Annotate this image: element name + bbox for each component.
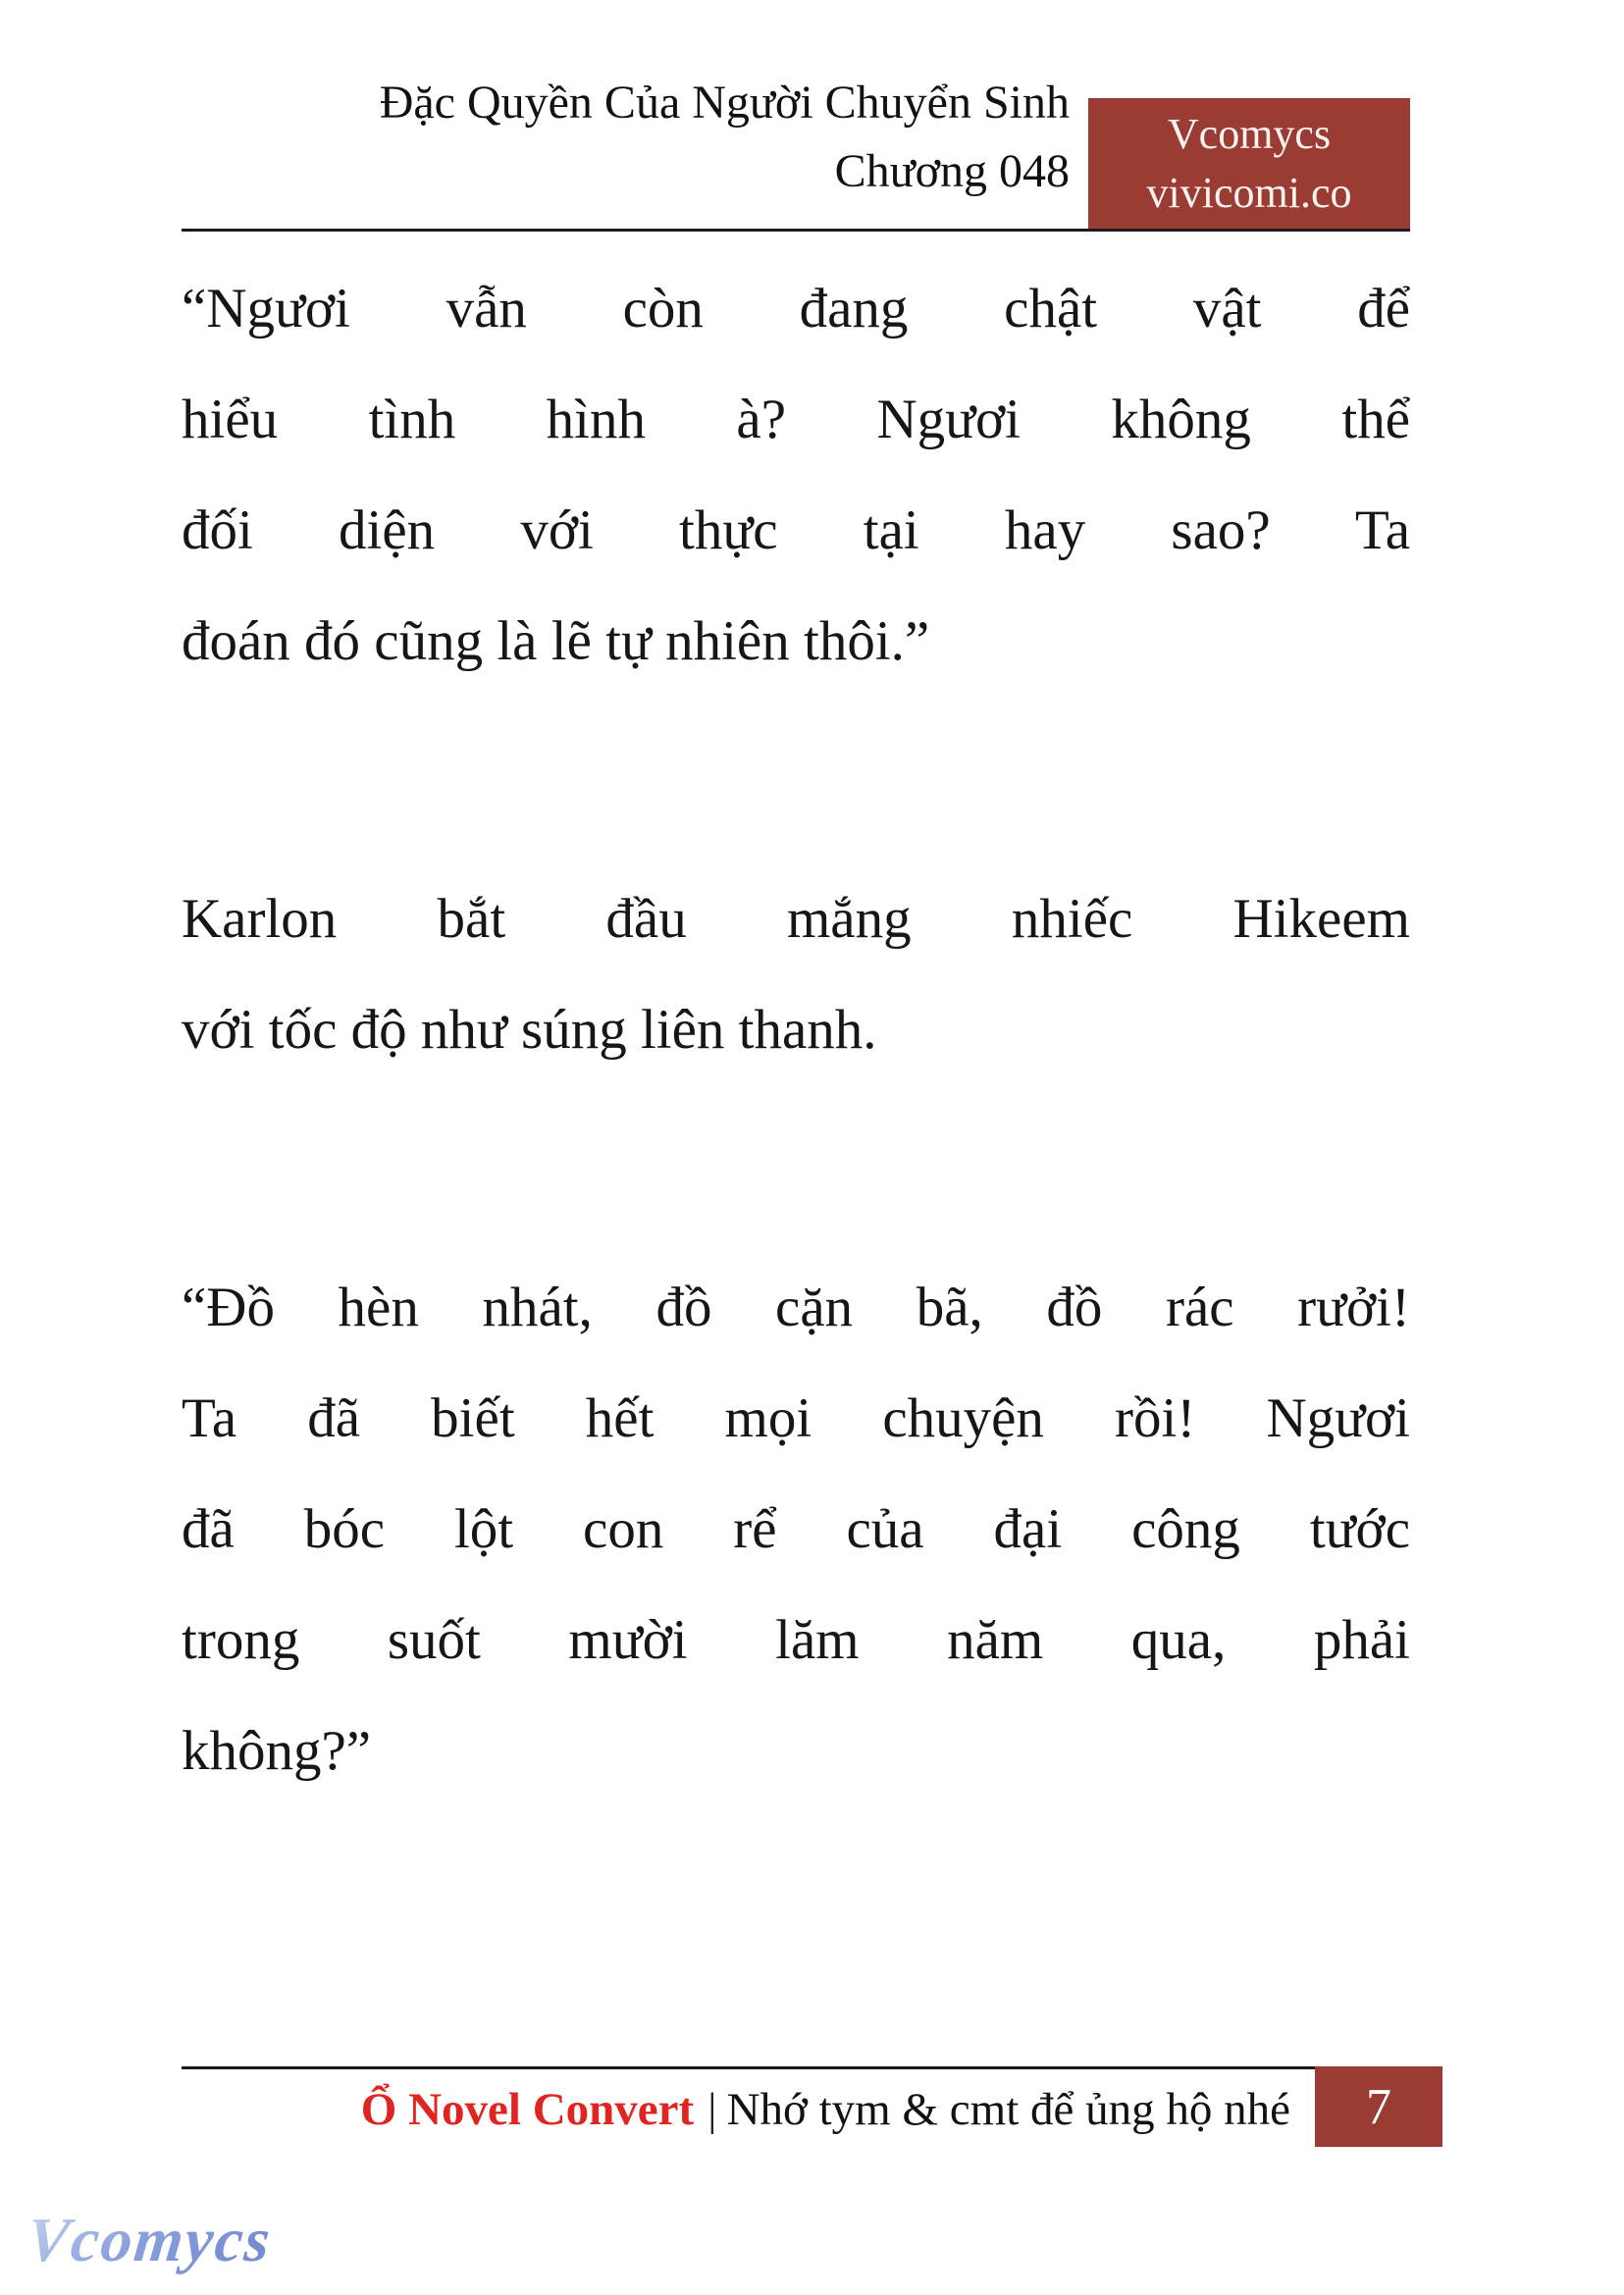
- footer-note: Nhớ tym & cmt để ủng hộ nhé: [726, 2084, 1290, 2135]
- paragraph: [182, 863, 1410, 1085]
- text-line: “Ngươi vẫn còn đang chật vật để: [182, 278, 1410, 339]
- paragraph: [182, 253, 1410, 697]
- footer-brand: Ổ Novel Convert: [360, 2084, 695, 2135]
- vcomycs-logo: Vcomycs: [24, 2205, 276, 2274]
- text-line: Ta đã biết hết mọi chuyện rồi! Ngươi: [182, 1387, 1410, 1449]
- page-header: [182, 69, 1070, 206]
- chapter-label: Chương 048: [834, 145, 1070, 197]
- header-divider: [182, 229, 1410, 232]
- body-text: [182, 253, 1410, 1806]
- paragraph: [182, 1252, 1410, 1806]
- footer-separator: |: [707, 2084, 717, 2135]
- brand-box: [1088, 98, 1410, 230]
- page-number-box: [1315, 2066, 1442, 2147]
- footer-divider: [182, 2066, 1315, 2069]
- brand-site: vivicomi.co: [1146, 169, 1352, 217]
- page-number: 7: [1366, 2078, 1391, 2135]
- text-line: “Đồ hèn nhát, đồ cặn bã, đồ rác rưởi!: [182, 1277, 1410, 1338]
- text-line: Karlon bắt đầu mắng nhiếc Hikeem: [182, 888, 1410, 950]
- text-line: với tốc độ như súng liên thanh.: [182, 999, 877, 1061]
- series-title: Đặc Quyền Của Người Chuyển Sinh: [379, 77, 1070, 129]
- brand-name: Vcomycs: [1167, 110, 1332, 158]
- text-line: đối diện với thực tại hay sao? Ta: [182, 499, 1410, 561]
- text-line: hiểu tình hình à? Ngươi không thể: [182, 389, 1410, 450]
- text-line: đoán đó cũng là lẽ tự nhiên thôi.”: [182, 610, 930, 672]
- text-line: trong suốt mười lăm năm qua, phải: [182, 1609, 1410, 1671]
- text-line: không?”: [182, 1720, 372, 1782]
- text-line: đã bóc lột con rể của đại công tước: [182, 1498, 1410, 1560]
- footer-credit: [182, 2074, 1290, 2145]
